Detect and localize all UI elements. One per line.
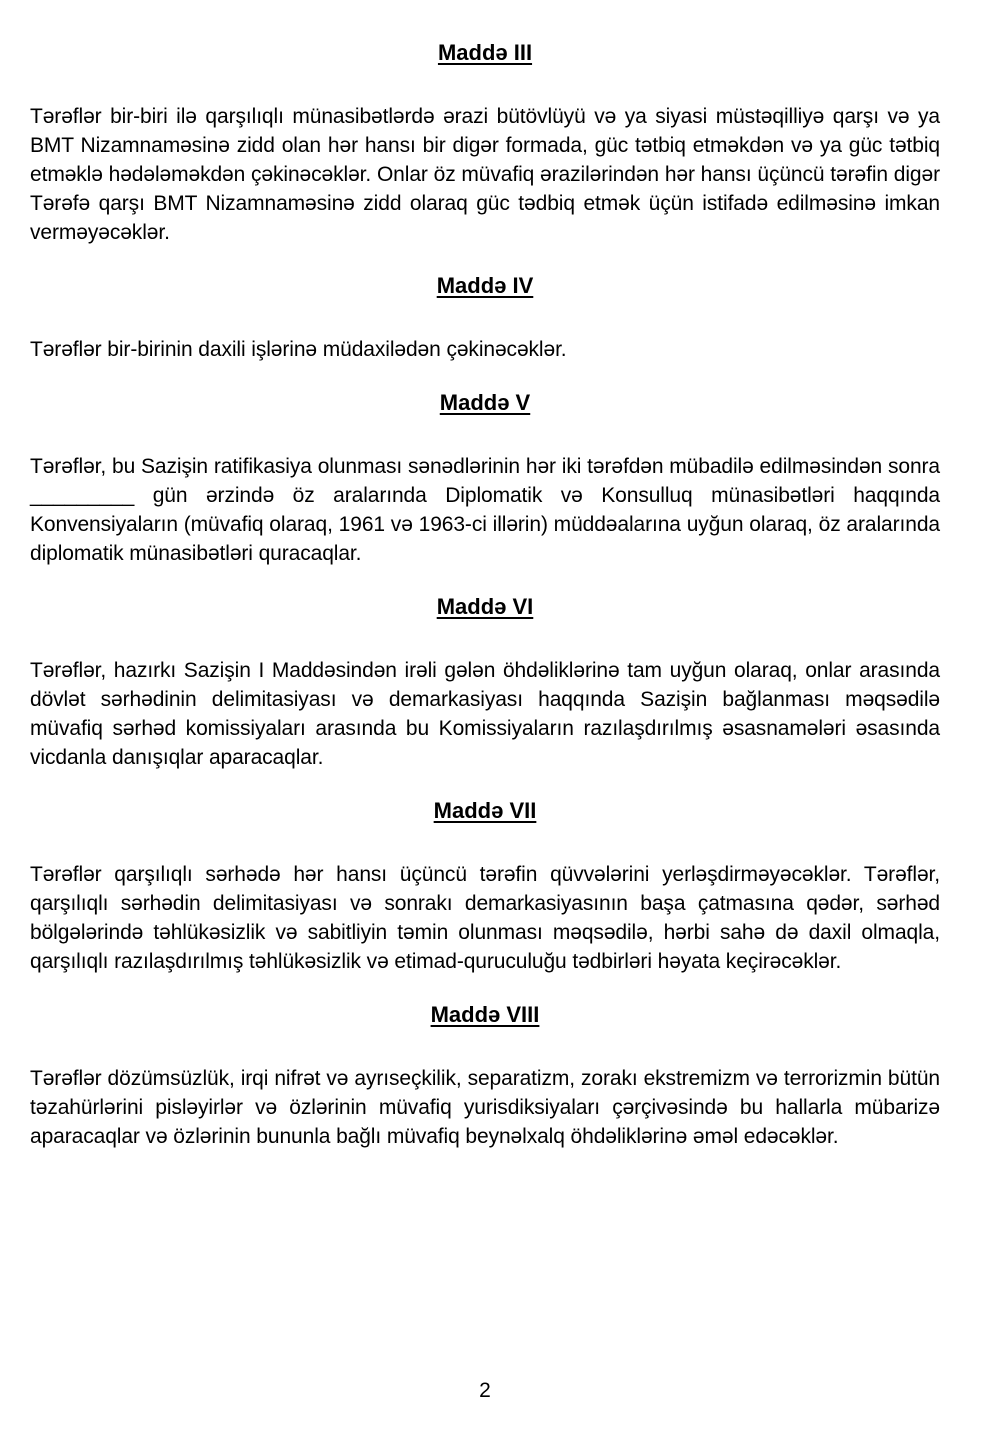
section-heading-madde-7: Maddə VII — [433, 798, 537, 823]
section-paragraph-madde-8: Tərəflər dözümsüzlük, irqi nifrət və ayrıseçkilik, separatizm, zorakı ekstremizm və terrorizmin bütün təzahürlərini pisləyirlər və özlərinin müvafiq yurisdiksiyaları çərçivəsində bu hallarla mübarizə aparacaqlar və özlərinin bununla bağlı müvafiq beynəlxalq öhdəliklərinə əməl edəcəklər. — [30, 1067, 940, 1148]
section-heading-madde-3: Maddə III — [437, 40, 533, 65]
section-paragraph-madde-3: Tərəflər bir-biri ilə qarşılıqlı münasibətlərdə ərazi bütövlüyü və ya siyasi müstəqilliyə qarşı və ya BMT Nizamnaməsinə zidd olan hər hansı bir digər formada, güc tətbiq etməkdən və ya güc tətbiq etməklə hədələməkdən çəkinəcəklər. Onlar öz müvafiq ərazilərindən hər hansı üçüncü tərəfin digər Tərəfə qarşı BMT Nizamnaməsinə zidd olaraq güc tədbiq etmək üçün istifadə edilməsinə imkan verməyəcəklər. — [30, 105, 940, 244]
section-heading-madde-6: Maddə VI — [436, 594, 534, 619]
section-paragraph-madde-6: Tərəflər, hazırkı Sazişin I Maddəsindən irəli gələn öhdəliklərinə tam uyğun olaraq, onlar arasında dövlət sərhədinin delimitasiyası və demarkasiyası haqqında Sazişin bağlanması məqsədilə müvafiq sərhəd komissiyaları arasında bu Komissiyaların razılaşdırılmış əsasnamələri əsasında vicdanla danışıqlar aparacaqlar. — [30, 659, 940, 769]
section-paragraph-madde-7: Tərəflər qarşılıqlı sərhədə hər hansı üçüncü tərəfin qüvvələrini yerləşdirməyəcəklər. Tərəflər, qarşılıqlı sərhədin delimitasiyası və sonrakı demarkasiyasının başa çatmasına qədər, sərhəd bölgələrində təhlükəsizlik və sabitliyin təmin olunması məqsədilə, hərbi sahə də daxil olmaqla, qarşılıqlı razılaşdırılmış təhlükəsizlik və etimad-quruculuğu tədbirləri həyata keçirəcəklər. — [30, 863, 940, 973]
section-heading-madde-5: Maddə V — [439, 390, 531, 415]
page-number: 2 — [479, 1379, 491, 1402]
section-paragraph-madde-4: Tərəflər bir-birinin daxili işlərinə müdaxilədən çəkinəcəklər. — [30, 338, 567, 361]
document-page — [0, 40, 1000, 1443]
section-heading-madde-4: Maddə IV — [436, 273, 534, 298]
section-heading-madde-8: Maddə VIII — [430, 1002, 540, 1027]
section-paragraph-madde-5: Tərəflər, bu Sazişin ratifikasiya olunması sənədlərinin hər iki tərəfdən mübadilə edilməsindən sonra _________ gün ərzində öz aralarında Diplomatik və Konsulluq münasibətləri haqqında Konvensiyaların (müvafiq olaraq, 1961 və 1963-ci illərin) müddəalarına uyğun olaraq, öz aralarında diplomatik münasibətləri quracaqlar. — [30, 455, 940, 565]
